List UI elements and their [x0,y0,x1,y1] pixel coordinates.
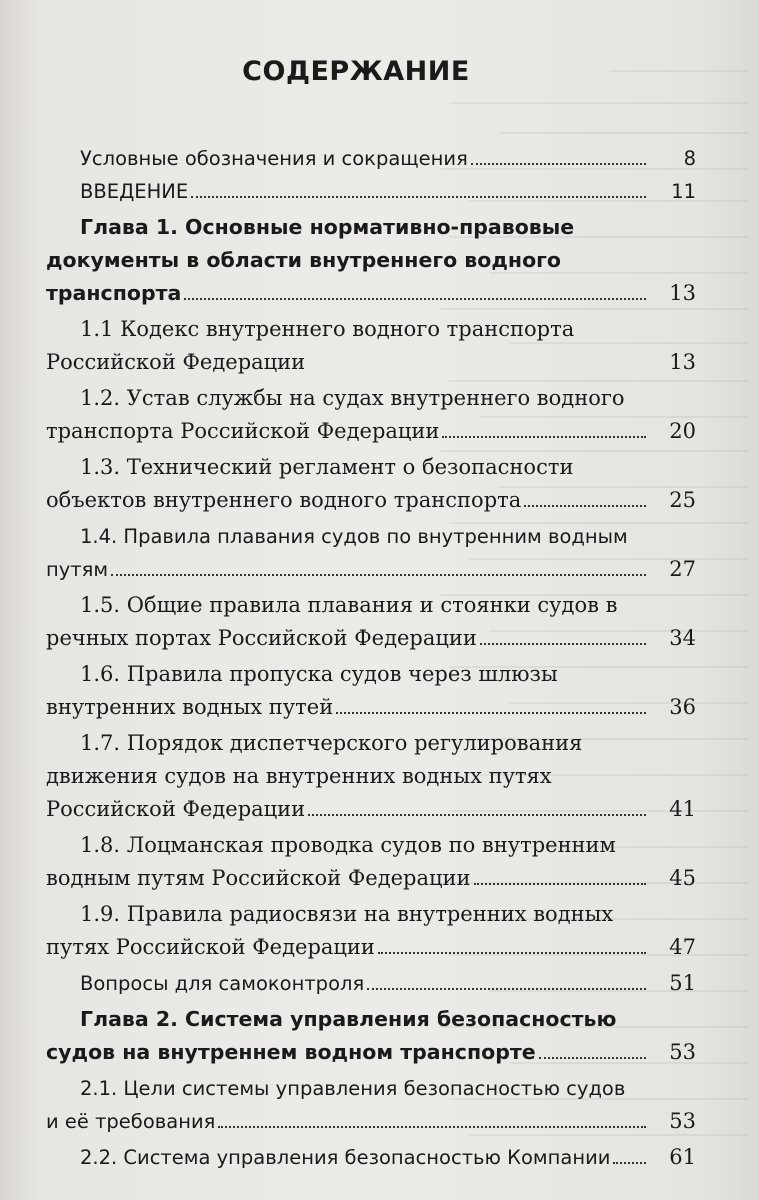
toc-entry-text: 1.6. Правила пропуска судов через шлюзы [80,662,558,686]
toc-entry-text: Глава 1. Основные нормативно-правовые [80,215,575,239]
page-title: СОДЕРЖАНИЕ [242,56,470,87]
dot-leader [336,712,646,714]
table-of-contents [46,142,696,1174]
toc-entry-text: 1.3. Технический регламент о безопасности [80,455,574,479]
dot-leader [474,883,646,885]
toc-entry-text: и её требования [46,1110,216,1133]
toc-entry-2-1[interactable] [46,1072,696,1138]
dot-leader [184,298,646,300]
toc-page-number: 47 [669,935,696,959]
toc-entry-chapter-2[interactable] [46,1003,696,1069]
toc-entry-text: Российской Федерации [46,350,306,374]
toc-entry-text: 1.2. Устав службы на судах внутреннего водного [80,386,625,410]
toc-entry-text: Условные обозначения и сокращения [80,147,468,170]
toc-page-number: 45 [669,866,696,890]
dot-leader [191,196,646,198]
toc-entry-self-check-questions[interactable] [46,967,696,1000]
toc-entry-1-6[interactable] [46,658,696,724]
dot-leader [308,367,646,369]
dot-leader [367,988,646,990]
toc-page-number: 41 [669,797,696,821]
toc-entry-text: 2.1. Цели системы управления безопасностью судов [80,1077,626,1100]
toc-page-number: 53 [669,1109,696,1133]
toc-page-number: 13 [669,281,696,305]
toc-entry-chapter-1[interactable] [46,211,696,310]
toc-entry-text: объектов внутреннего водного транспорта [46,488,522,512]
toc-entry-1-5[interactable] [46,589,696,655]
toc-entry-1-7[interactable] [46,727,696,826]
toc-entry-text: 1.5. Общие правила плавания и стоянки судов в [80,593,618,617]
toc-entry-text: 1.4. Правила плавания судов по внутренним водным [80,525,628,548]
toc-entry-text: 1.1 Кодекс внутреннего водного транспорта [80,317,575,341]
toc-entry-introduction[interactable] [46,175,696,208]
dot-leader [471,163,646,165]
toc-entry-1-9[interactable] [46,898,696,964]
toc-entry-text: Глава 2. Система управления безопасностью [80,1007,617,1031]
toc-page-number: 27 [669,557,696,581]
toc-entry-text: 1.8. Лоцманская проводка судов по внутренним [80,833,616,857]
toc-entry-1-2[interactable] [46,382,696,448]
toc-entry-text: транспорта [46,281,182,305]
dot-leader [218,1126,646,1128]
toc-entry-1-3[interactable] [46,451,696,517]
toc-entry-text: движения судов на внутренних водных путях [46,764,552,788]
toc-page-number: 53 [669,1040,696,1064]
toc-entry-text: путях Российской Федерации [46,935,375,959]
toc-entry-text: транспорта Российской Федерации [46,419,440,443]
toc-page-number: 11 [671,180,696,203]
toc-entry-2-2[interactable] [46,1141,696,1174]
toc-entry-abbreviations[interactable] [46,142,696,175]
toc-page-number: 51 [669,971,696,995]
toc-entry-text: 1.7. Порядок диспетчерского регулирования [80,731,583,755]
toc-entry-text: Вопросы для самоконтроля [80,972,365,995]
toc-entry-text: 1.9. Правила радиосвязи на внутренних водных [80,902,614,926]
toc-entry-text: путям [46,558,109,581]
toc-page-number: 8 [683,147,696,170]
toc-entry-1-1[interactable] [46,313,696,379]
toc-entry-1-4[interactable] [46,520,696,586]
dot-leader [378,952,646,954]
toc-entry-1-8[interactable] [46,829,696,895]
dot-leader [308,814,646,816]
toc-entry-text: Российской Федерации [46,797,306,821]
toc-page-number: 13 [669,350,696,374]
dot-leader [442,436,646,438]
toc-entry-text: судов на внутреннем водном транспорте [46,1040,536,1064]
toc-entry-text: 2.2. Система управления безопасностью Компании [80,1146,611,1169]
dot-leader [111,574,646,576]
dot-leader [480,643,646,645]
toc-entry-text: водным путям Российской Федерации [46,866,471,890]
toc-entry-text: ВВЕДЕНИЕ [80,180,189,203]
toc-page-number: 34 [669,626,696,650]
toc-page-number: 61 [669,1145,696,1169]
toc-entry-text: документы в области внутреннего водного [46,248,561,272]
dot-leader [524,505,646,507]
toc-entry-text: речных портах Российской Федерации [46,626,477,650]
toc-page-number: 36 [669,695,696,719]
dot-leader [613,1162,646,1164]
dot-leader [539,1057,646,1059]
toc-page-number: 25 [669,488,696,512]
toc-page-number: 20 [669,419,696,443]
toc-entry-text: внутренних водных путей [46,695,334,719]
